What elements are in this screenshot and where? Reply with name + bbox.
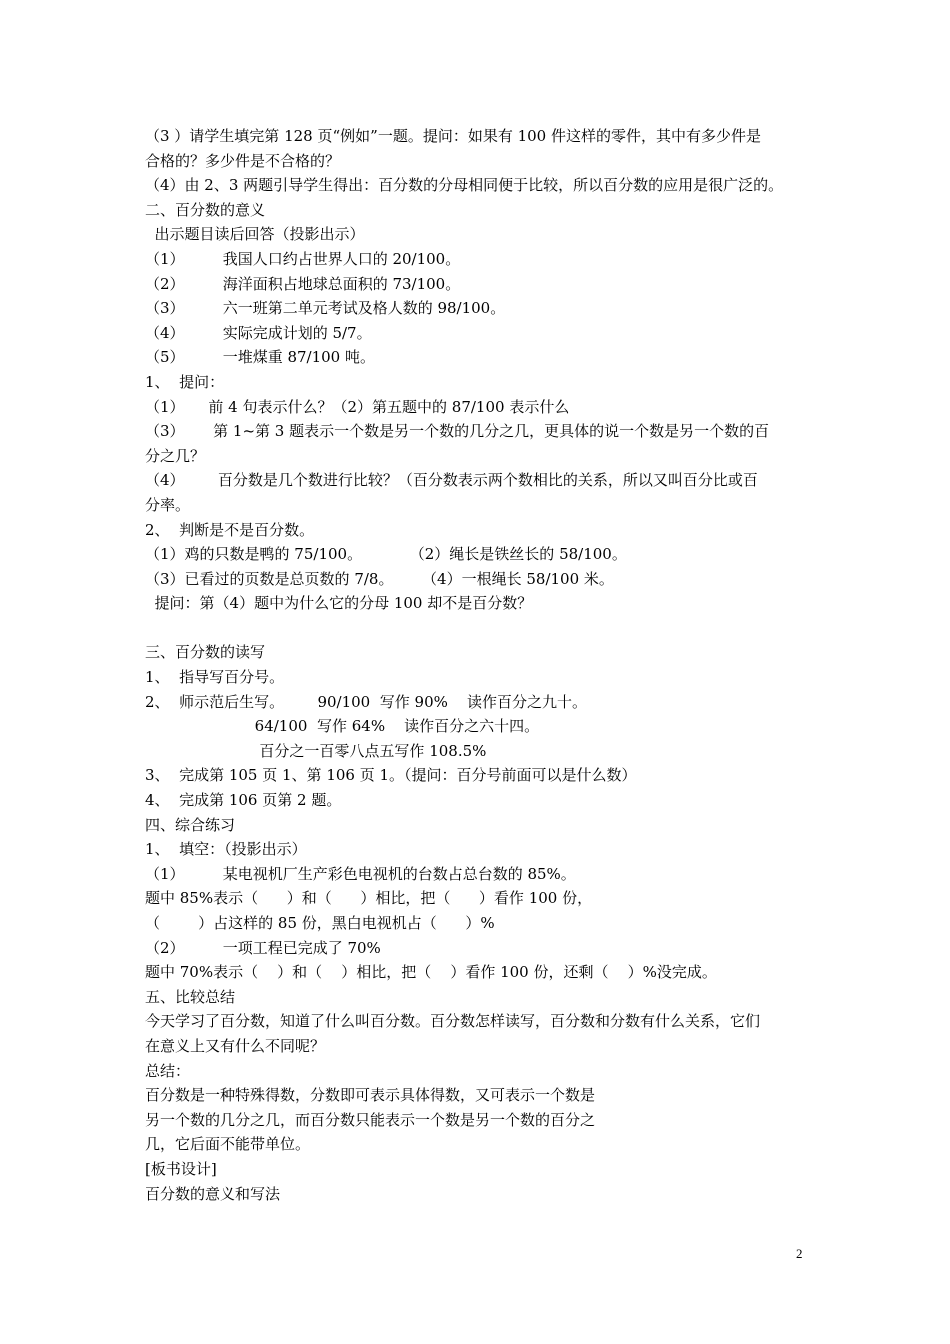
blank-line	[145, 616, 815, 641]
text-line: （1）鸡的只数是鸭的 75/100。 （2）绳长是铁丝长的 58/100。	[145, 545, 627, 564]
text-line: 2、 判断是不是百分数。	[145, 520, 315, 539]
text-line: （2） 一项工程已完成了 70%	[145, 938, 381, 957]
section-heading: 五、比较总结	[145, 987, 236, 1006]
text-line: 总结：	[145, 1061, 191, 1080]
text-line: 题中 85%表示（ ）和（ ）相比，把（ ）看作 100 份，	[145, 889, 593, 908]
text-line: 百分之一百零八点五写作 108.5%	[145, 741, 487, 760]
text-line: 4、 完成第 106 页第 2 题。	[145, 791, 342, 810]
text-line: （3） 第 1~第 3 题表示一个数是另一个数的几分之几，更具体的说一个数是另一个数的百	[145, 422, 770, 441]
text-line: 1、 指导写百分号。	[145, 668, 285, 687]
text-line: （1） 前 4 句表示什么？（2）第五题中的 87/100 表示什么	[145, 397, 570, 416]
text-line: 1、 提问：	[145, 372, 225, 391]
section-heading: 三、百分数的读写	[145, 643, 266, 662]
section-heading: 二、百分数的意义	[145, 200, 266, 219]
text-line: （3 ）请学生填完第 128 页“例如”一题。提问：如果有 100 件这样的零件，其中有多少件是	[145, 127, 761, 145]
text-line: 64/100 写作 64% 读作百分之六十四。	[145, 717, 540, 736]
text-line: 3、 完成第 105 页 1、第 106 页 1。（提问：百分号前面可以是什么数）	[145, 766, 637, 785]
section-heading: 四、综合练习	[145, 815, 236, 834]
text-line: 在意义上又有什么不同呢？	[145, 1036, 326, 1055]
text-line: （4） 实际完成计划的 5/7。	[145, 323, 372, 342]
page-number: 2	[796, 1246, 803, 1261]
text-line: （4）由 2、3 两题引导学生得出：百分数的分母相同便于比较，所以百分数的应用是很广泛的。	[145, 176, 784, 195]
text-line: 另一个数的几分之几，而百分数只能表示一个数是另一个数的百分之	[145, 1110, 596, 1129]
document-body	[145, 124, 815, 1206]
text-line: （2） 海洋面积占地球总面积的 73/100。	[145, 274, 461, 293]
text-line: 几，它后面不能带单位。	[145, 1135, 311, 1154]
text-line: 题中 70%表示（ ）和（ ）相比，把（ ）看作 100 份，还剩（ ）%没完成。	[145, 963, 717, 982]
text-line: 1、 填空：（投影出示）	[145, 840, 307, 859]
text-line: （3）已看过的页数是总页数的 7/8。 （4）一根绳长 58/100 米。	[145, 569, 614, 588]
text-line: 分之几？	[145, 446, 206, 465]
text-line: 今天学习了百分数，知道了什么叫百分数。百分数怎样读写，百分数和分数有什么关系，它们	[145, 1012, 761, 1031]
text-line: 提问：第（4）题中为什么它的分母 100 却不是百分数？	[145, 594, 533, 613]
text-line: （1） 某电视机厂生产彩色电视机的台数占总台数的 85%。	[145, 864, 576, 883]
text-line: 合格的？多少件是不合格的？	[145, 151, 341, 170]
text-line: 2、 师示范后生写。 90/100 写作 90% 读作百分之九十。	[145, 692, 587, 711]
text-line: （5） 一堆煤重 87/100 吨。	[145, 348, 375, 367]
text-line: 分率。	[145, 495, 191, 514]
text-line: 出示题目读后回答（投影出示）	[145, 225, 365, 244]
text-line: （3） 六一班第二单元考试及格人数的 98/100。	[145, 299, 506, 318]
text-line: （ ）占这样的 85 份，黑白电视机占（ ）%	[145, 914, 495, 932]
text-line: （4） 百分数是几个数进行比较？（百分数表示两个数相比的关系，所以又叫百分比或百	[145, 471, 758, 490]
text-line: （1） 我国人口约占世界人口的 20/100。	[145, 249, 461, 268]
text-line: 百分数是一种特殊得数，分数即可表示具体得数，又可表示一个数是	[145, 1086, 596, 1105]
text-line: 百分数的意义和写法	[145, 1184, 281, 1203]
text-line: [板书设计]	[145, 1159, 217, 1178]
